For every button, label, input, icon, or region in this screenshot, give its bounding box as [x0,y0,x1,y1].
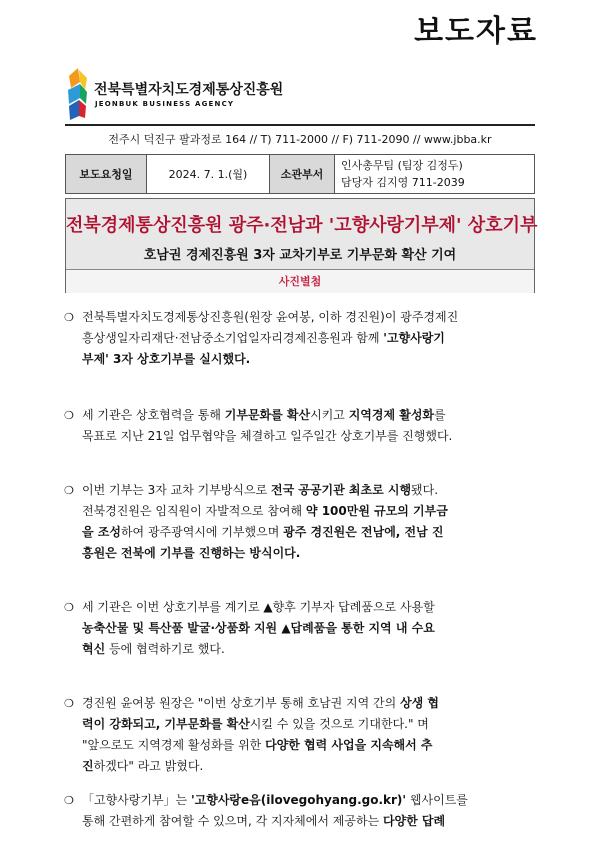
paragraph-line: 력이 강화되고, 기부문화를 확산시킬 수 있을 것으로 기대한다." 며 [82,717,429,731]
paragraph-line: 경진원 윤여봉 원장은 "이번 상호기부 통해 호남권 지역 간의 상생 협 [82,696,440,710]
agency-logo-icon [66,68,88,120]
hollow-circle-bullet-icon: ❍ [64,311,74,324]
hollow-circle-bullet-icon: ❍ [64,601,74,614]
paragraph-5 [64,693,544,777]
contact-line: 전주시 덕진구 팔과정로 164 // T) 711-2000 // F) 711-2090 // www.jbba.kr [65,124,535,155]
dept-team: 인사총무팀 (팀장 김정두) [341,159,463,172]
hollow-circle-bullet-icon: ❍ [64,409,74,422]
release-info-table [65,154,535,194]
paragraph-1 [64,307,544,370]
agency-logo [66,68,286,124]
paragraph-line: 흥원은 전북에 기부를 진행하는 방식이다. [82,546,301,560]
paragraph-line: 세 기관은 이번 상호기부를 계기로 ▲향후 기부자 답례품으로 사용할 [82,600,435,614]
hollow-circle-bullet-icon: ❍ [64,484,74,497]
dept-contact: 담당자 김지영 711-2039 [341,176,465,189]
paragraph-line: 농축산물 및 특산품 발굴·상품화 지원 ▲답례품을 통한 지역 내 수요 [82,621,435,635]
paragraph-line: "앞으로도 지역경제 활성화를 위한 다양한 협력 사업을 지속해서 추 [82,738,433,752]
headline-box [65,198,538,293]
org-name-en: JEONBUK BUSINESS AGENCY [95,100,235,108]
paragraph-line: 이번 기부는 3자 교차 기부방식으로 전국 공공기관 최초로 시행됐다. [82,483,439,497]
paragraph-line: 「고향사랑기부」는 '고향사랑e음(ilovegohyang.go.kr)' 웹사이트를 [82,793,468,807]
press-release-title: 보도자료 [414,14,538,49]
headline-title: 전북경제통상진흥원 광주·전남과 '고향사랑기부제' 상호기부 [66,215,538,236]
paragraph-6 [64,790,544,832]
photo-attached-note: 사진별첨 [66,269,534,293]
paragraph-line: 통해 간편하게 참여할 수 있으며, 각 지자체에서 제공하는 다양한 답례 [82,814,446,828]
paragraph-line: 부제' 3자 상호기부를 실시했다. [82,352,251,366]
dept-info [335,155,535,194]
hollow-circle-bullet-icon: ❍ [64,794,74,807]
paragraph-line: 혁신 등에 협력하기로 했다. [82,642,225,656]
paragraph-line: 전북특별자치도경제통상진흥원(원장 윤여봉, 이하 경진원)이 광주경제진 [82,310,459,324]
paragraph-line: 흥상생일자리재단·전남중소기업일자리경제진흥원과 함께 '고향사랑기 [82,331,445,345]
request-date-label: 보도요청일 [66,155,147,194]
org-name: 전북특별자치도경제통상진흥원 [94,82,284,98]
request-date: 2024. 7. 1.(월) [147,155,270,194]
paragraph-line: 세 기관은 상호협력을 통해 기부문화를 확산시키고 지역경제 활성화를 [82,408,446,422]
paragraph-2 [64,405,544,447]
paragraph-line: 목표로 지난 21일 업무협약을 체결하고 일주일간 상호기부를 진행했다. [82,429,453,443]
paragraph-4 [64,597,544,660]
hollow-circle-bullet-icon: ❍ [64,697,74,710]
paragraph-line: 을 조성하여 광주광역시에 기부했으며 광주 경진원은 전남에, 전남 진 [82,525,444,539]
paragraph-line: 전북경진원은 임직원이 자발적으로 참여해 약 100만원 규모의 기부금 [82,504,448,518]
headline-subtitle: 호남권 경제진흥원 3자 교차기부로 기부문화 확산 기여 [143,248,457,263]
paragraph-line: 진하겠다" 라고 밝혔다. [82,759,204,773]
dept-label: 소관부서 [270,155,335,194]
paragraph-3 [64,480,544,564]
